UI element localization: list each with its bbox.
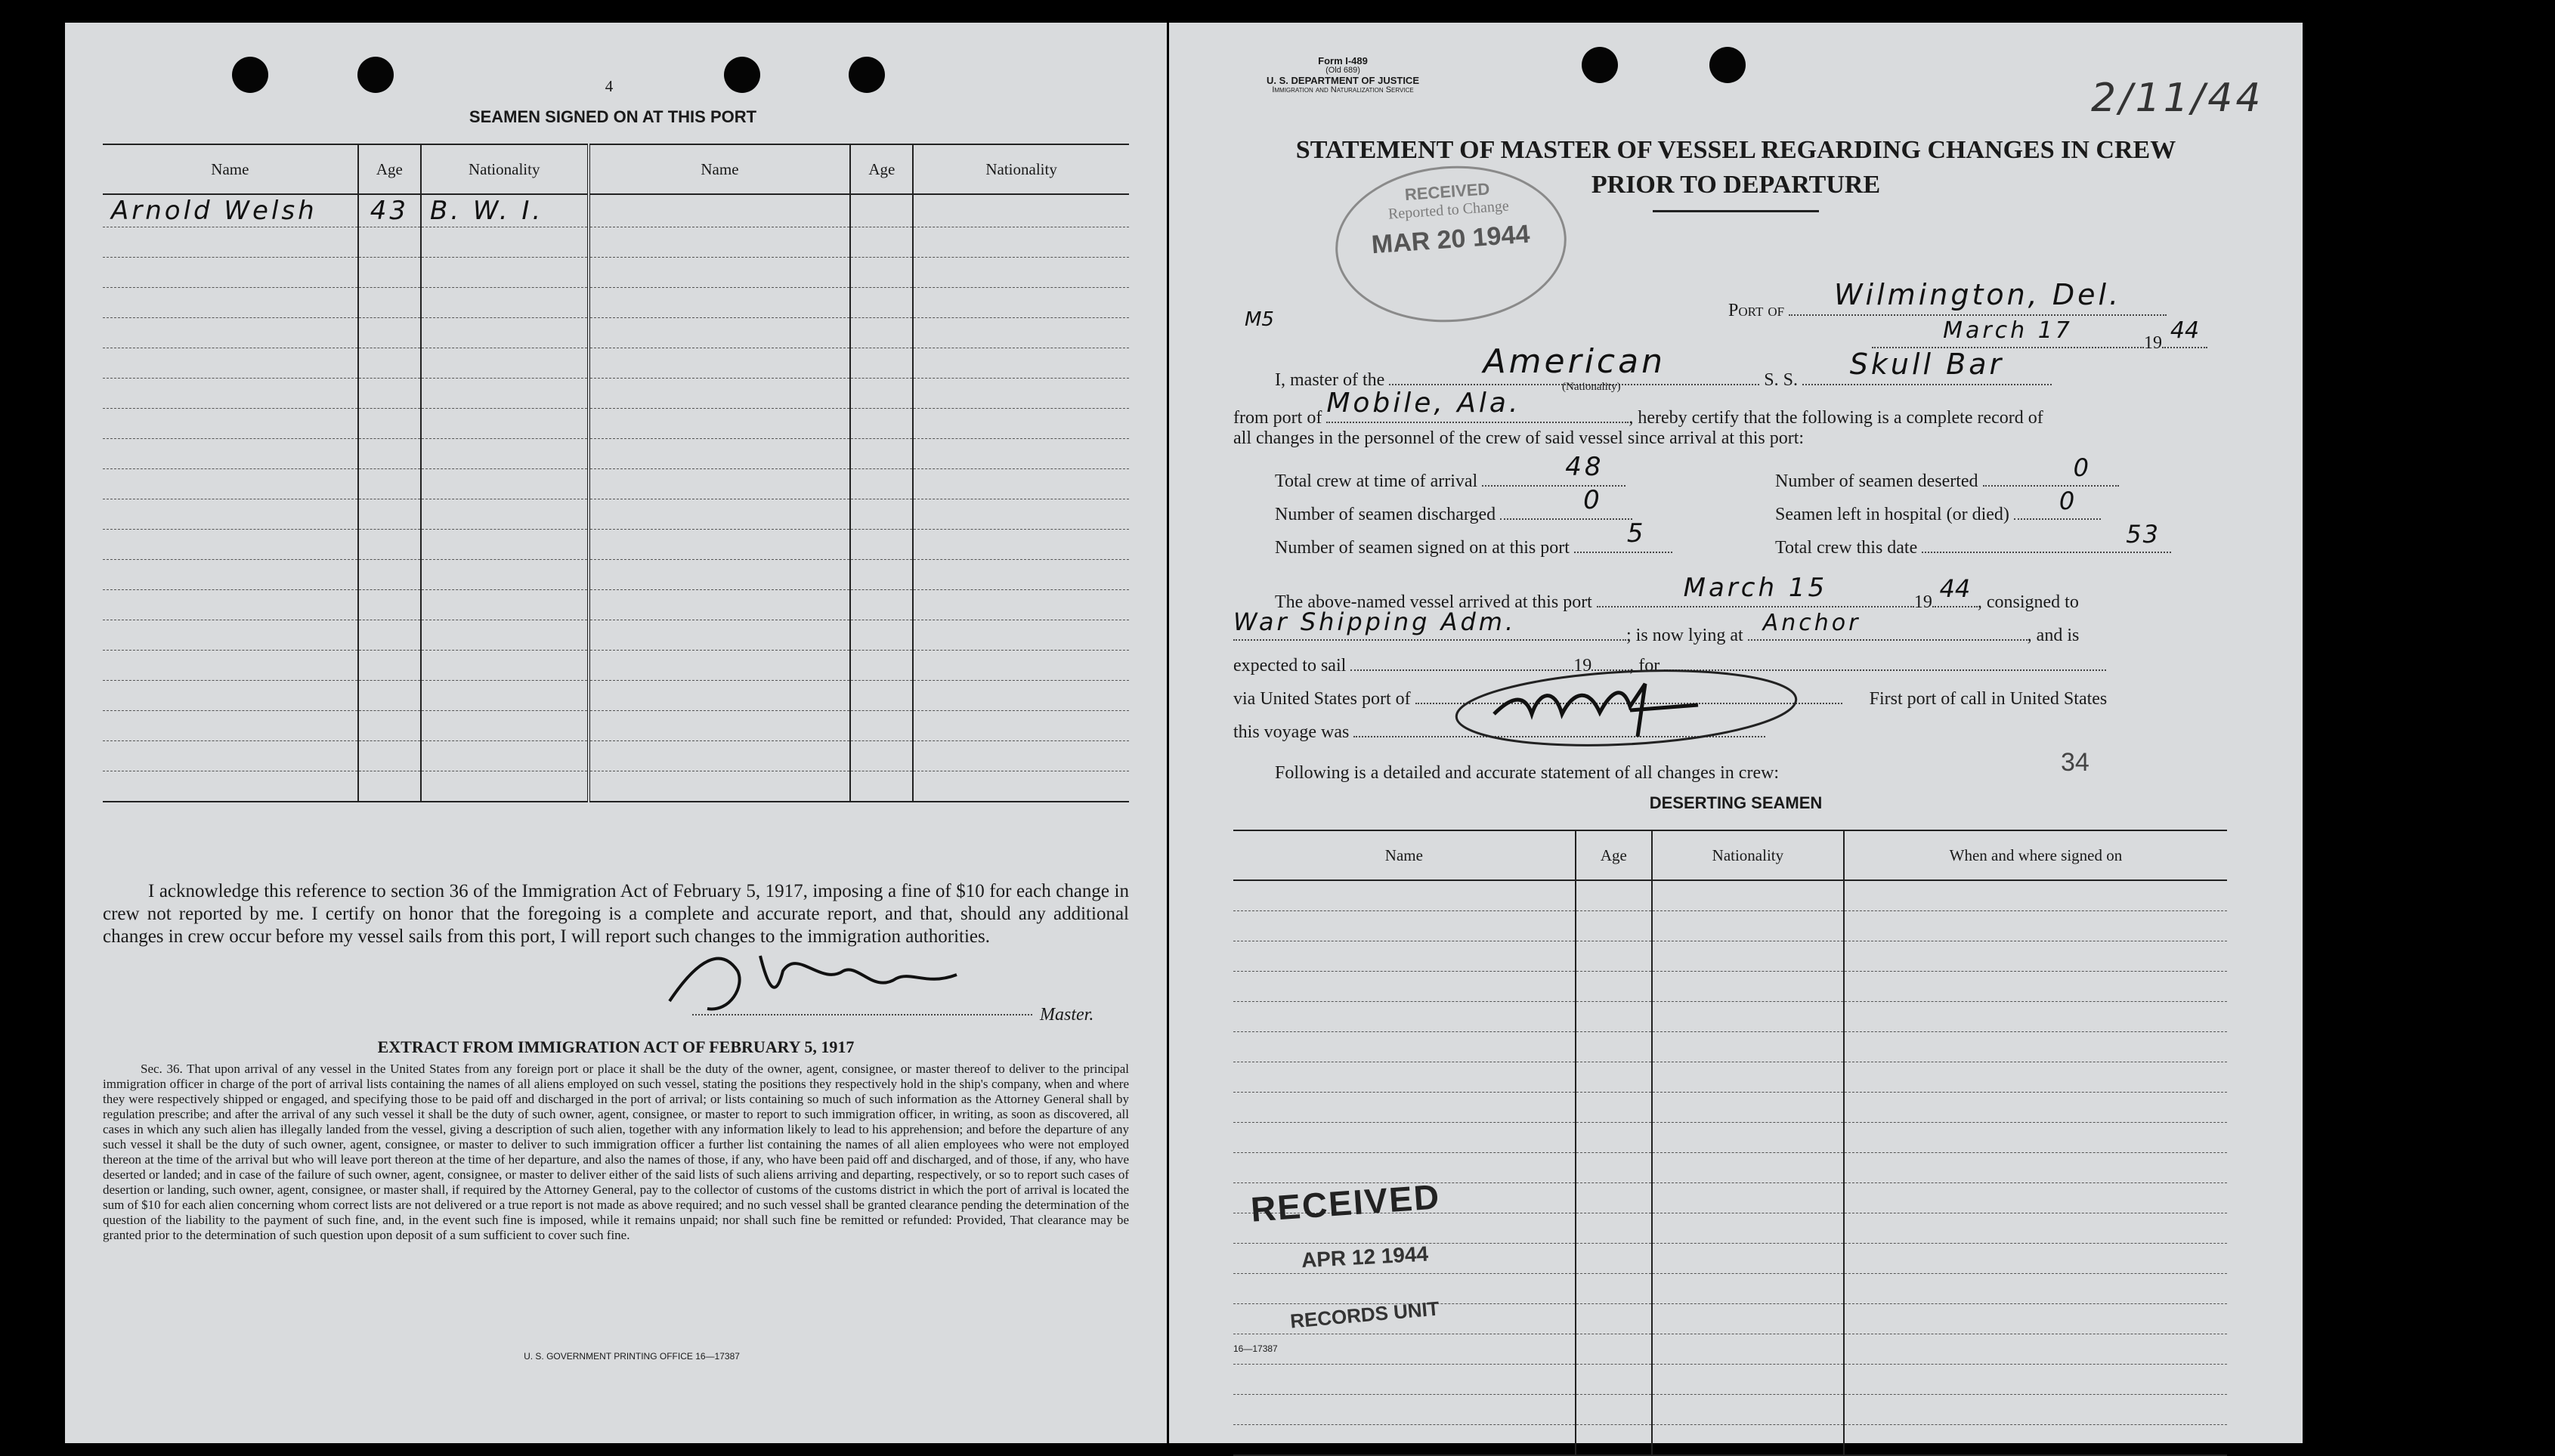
table-row	[103, 194, 1129, 227]
from-port-field	[1326, 388, 1629, 423]
table-row	[103, 409, 1129, 439]
table-row	[103, 651, 1129, 681]
table-row	[103, 771, 1129, 802]
received-date: APR 12 1944	[1301, 1241, 1429, 1272]
table-row	[1233, 1002, 2227, 1032]
acknowledgment-text: I acknowledge this reference to section 36 of the Immigration Act of February 5, 1917, imposing a fine of $10 for each change in crew not reported by me. I certify on honor that the foregoing is a complete and accurate report, and that, should any additional changes in crew occur before my vessel sails from this port, I will report such changes to the immigration authorities.	[103, 881, 1129, 947]
entry-nationality: B. W. I.	[429, 196, 544, 226]
table-row	[103, 258, 1129, 288]
form-header	[1230, 56, 1456, 95]
total-crew-date-label: Total crew this date	[1775, 538, 1918, 558]
discharged-label: Number of seamen discharged	[1275, 505, 1496, 524]
side-mark: M5	[1245, 308, 1274, 331]
table-row	[103, 711, 1129, 741]
ss-label: S. S.	[1764, 370, 1798, 390]
via-label: via United States port of	[1233, 689, 1411, 709]
arrived-date: March 15	[1683, 573, 1828, 603]
this-voyage-label: this voyage was	[1233, 722, 1350, 742]
form-id: Form I-489	[1318, 55, 1368, 66]
deserting-table	[1233, 830, 2227, 1456]
page-number: 4	[605, 77, 614, 95]
col-age-2: Age	[850, 144, 913, 194]
table-row	[103, 439, 1129, 469]
extract-text: Sec. 36. That upon arrival of any vessel in the United States from any foreign port or place it shall be the duty of the owner, agent, consignee, or master thereof to deliver to the principal immigration officer in charge of the port of arrival lists containing the names of all aliens employed on such vessel, stating the positions they respectively hold in the ship's company, when and where they were respectively shipped or engaged, and specifying those to be paid off and discharged in the port of arrival; or lists containing so much of such information as the Attorney General shall by regulation prescribe; and after the arrival of any such vessel it shall be the duty of such owner, agent, consignee, or master to report to such immigration officer, in writing, as soon as discovered, all cases in which any such alien has illegally landed from the vessel, giving a description of such alien, together with any information likely to lead to his apprehension; and before the departure of any such vessel it shall be the duty of such owner, agent, consignee, or master to deliver to such immigration officer a further list containing the names of all alien employees who were not employed thereon at the time of the arrival but who will leave port thereon at the time of her departure, and also the names of those, if any, who have been paid off and discharged, and of those, if any, who have deserted or landed; and in case of the failure of such owner, agent, consignee, or master to deliver either of the said lists of such aliens arriving and departing, respectively, or so to report such cases of desertion or landing, such owner, agent, consignee, or master shall, if required by the Attorney General, pay to the collector of customs of the customs district in which the port of arrival is located the sum of $10 for each alien concerning whom correct lists are not delivered or a true report is not made as above required; and no such vessel shall be granted clearance pending the determination of the question of the liability to the payment of such fine, and, in the event such fine is imposed, while it remains unpaid; nor shall such fine be remitted or refunded: Provided, That clearance may be granted prior to the determination of such question upon deposit of a sum sufficient to cover such fine.	[103, 1062, 1129, 1242]
lying-value: Anchor	[1762, 610, 1861, 636]
table-row	[103, 620, 1129, 651]
col-name: Name	[103, 144, 358, 194]
received-stamp: RECEIVED	[1249, 1176, 1442, 1229]
expected-year: 19	[1573, 656, 1592, 675]
table-body	[1233, 880, 2227, 1455]
consignee-value: War Shipping Adm.	[1233, 607, 1517, 636]
form-old: (Old 689)	[1325, 66, 1360, 75]
col-nationality-2: Nationality	[913, 144, 1129, 194]
punch-hole	[1709, 47, 1746, 83]
arrived-label: The above-named vessel arrived at this port	[1275, 592, 1592, 612]
year-value: 44	[2170, 317, 2200, 344]
total-crew-arrival: 48	[1565, 452, 1604, 482]
table-row	[103, 348, 1129, 379]
page-mark: 34	[2061, 748, 2089, 777]
punch-hole	[357, 57, 394, 93]
extract-title: EXTRACT FROM IMMIGRATION ACT OF FEBRUARY 5, 1917	[377, 1037, 855, 1056]
stat-row-6	[1775, 520, 2171, 558]
lying-label: ; is now lying at	[1626, 626, 1743, 645]
hospital-value: 0	[2059, 487, 2078, 515]
punch-hole	[232, 57, 268, 93]
table-row	[103, 681, 1129, 711]
signature-text: J.B. Koster	[662, 1020, 667, 1021]
punch-hole	[1582, 47, 1618, 83]
signature-line	[692, 1014, 1032, 1015]
discharged-value: 0	[1583, 485, 1603, 515]
table-row	[103, 499, 1129, 530]
port-label: Port of	[1728, 301, 1785, 320]
from-port-row	[1233, 388, 2043, 428]
nationality-value: American	[1483, 342, 1666, 381]
form-title-line2: PRIOR TO DEPARTURE	[1591, 171, 1881, 199]
right-page	[1169, 23, 2303, 1443]
consignee-row	[1233, 607, 2080, 646]
arrived-year: 44	[1939, 574, 1971, 603]
punch-hole	[849, 57, 885, 93]
year-prefix: 19	[2144, 333, 2162, 353]
table-row	[1233, 1153, 2227, 1183]
master-label: Master.	[1040, 1005, 1094, 1025]
stat-row-5	[1275, 518, 1672, 558]
total-crew-date-value: 53	[2126, 520, 2160, 549]
stamp-line-3: MAR 20 1944	[1370, 219, 1531, 260]
ship-name: Skull Bar	[1849, 348, 2005, 381]
corner-note: 2/11/44	[2091, 76, 2264, 121]
table-row	[1233, 1032, 2227, 1062]
table-row	[103, 530, 1129, 560]
service: Immigration and Naturalization Service	[1272, 85, 1414, 94]
table-row	[103, 469, 1129, 499]
from-port-value: Mobile, Ala.	[1326, 388, 1521, 419]
stamp-line-2: Reported to Change	[1387, 197, 1510, 223]
port-field	[1789, 278, 2167, 316]
left-page	[65, 23, 1167, 1443]
table-row	[1233, 1123, 2227, 1153]
table-row	[1233, 1395, 2227, 1425]
table-row	[1233, 1365, 2227, 1395]
entry-name: Arnold Welsh	[111, 196, 317, 226]
via-port-value: NY	[1449, 661, 1450, 662]
table-row	[1233, 1334, 2227, 1365]
table-row	[103, 741, 1129, 771]
consigned-label: , consigned to	[1977, 592, 2079, 612]
port-value: Wilmington, Del.	[1833, 278, 2122, 311]
col-nationality: Nationality	[1652, 830, 1844, 880]
table-row	[103, 227, 1129, 258]
col-age: Age	[1576, 830, 1652, 880]
first-port-label: First port of call in United States	[1869, 689, 2108, 709]
punch-hole	[724, 57, 760, 93]
table-row	[1233, 1274, 2227, 1304]
printer-line: U. S. GOVERNMENT PRINTING OFFICE 16—17387	[524, 1351, 740, 1362]
date-field	[1872, 317, 2144, 348]
for-label: , for	[1629, 656, 1660, 675]
table-row	[1233, 1062, 2227, 1093]
and-is-label: , and is	[2027, 626, 2080, 645]
certify-row-2: all changes in the personnel of the crew of said vessel since arrival at this port:	[1233, 428, 1805, 448]
table-row	[103, 590, 1129, 620]
department: U. S. DEPARTMENT OF JUSTICE	[1267, 75, 1419, 86]
col-when-where: When and where signed on	[1844, 830, 2227, 880]
table-row	[103, 288, 1129, 318]
col-name-2: Name	[589, 144, 851, 194]
date-value: March 17	[1943, 317, 2073, 344]
title-rule	[1653, 210, 1819, 212]
total-crew-arrival-label: Total crew at time of arrival	[1275, 471, 1478, 491]
expected-label: expected to sail	[1233, 656, 1347, 675]
master-row	[1275, 342, 2052, 391]
stat-row-4	[1775, 487, 2101, 525]
table-body	[103, 194, 1129, 802]
certify-text: , hereby certify that the following is a complete record of	[1629, 408, 2043, 428]
records-unit: RECORDS UNIT	[1289, 1297, 1440, 1333]
port-row	[1728, 278, 2167, 321]
signed-on-table	[103, 144, 1129, 802]
hospital-label: Seamen left in hospital (or died)	[1775, 505, 2009, 524]
arrived-year-prefix: 19	[1913, 592, 1932, 612]
ship-name-field	[1802, 348, 2052, 385]
deserted-label: Number of seamen deserted	[1775, 471, 1978, 491]
col-nationality: Nationality	[421, 144, 589, 194]
deserting-title: DESERTING SEAMEN	[1649, 793, 1823, 812]
entry-age: 43	[370, 196, 409, 226]
stamp-line-1: RECEIVED	[1404, 179, 1491, 205]
col-age: Age	[358, 144, 421, 194]
table-row	[1233, 941, 2227, 972]
stat-row-1	[1275, 452, 1625, 492]
table-row	[1233, 880, 2227, 911]
via-port-signature	[1449, 661, 1804, 752]
table-row	[1233, 1425, 2227, 1456]
signed-on-label: Number of seamen signed on at this port	[1275, 538, 1570, 558]
master-signature	[654, 941, 972, 1024]
table-row	[1233, 911, 2227, 941]
table-row	[1233, 972, 2227, 1002]
stat-row-3	[1275, 485, 1632, 525]
signed-on-value: 5	[1626, 518, 1647, 549]
table-row	[103, 379, 1129, 409]
year-field	[2162, 317, 2207, 348]
form-title-line1: STATEMENT OF MASTER OF VESSEL REGARDING CHANGES IN CREW	[1295, 136, 2176, 164]
table-row	[1233, 1093, 2227, 1123]
col-name: Name	[1233, 830, 1576, 880]
table-row	[103, 318, 1129, 348]
table-row	[103, 560, 1129, 590]
master-of-the-label: I, master of the	[1275, 370, 1385, 390]
following-row: Following is a detailed and accurate statement of all changes in crew:	[1275, 763, 1780, 783]
deserted-value: 0	[2073, 453, 2092, 482]
nationality-caption: (Nationality)	[1562, 381, 1621, 393]
section-title: SEAMEN SIGNED ON AT THIS PORT	[469, 107, 757, 126]
from-port-label: from port of	[1233, 408, 1322, 428]
form-code: 16—17387	[1233, 1343, 1278, 1354]
